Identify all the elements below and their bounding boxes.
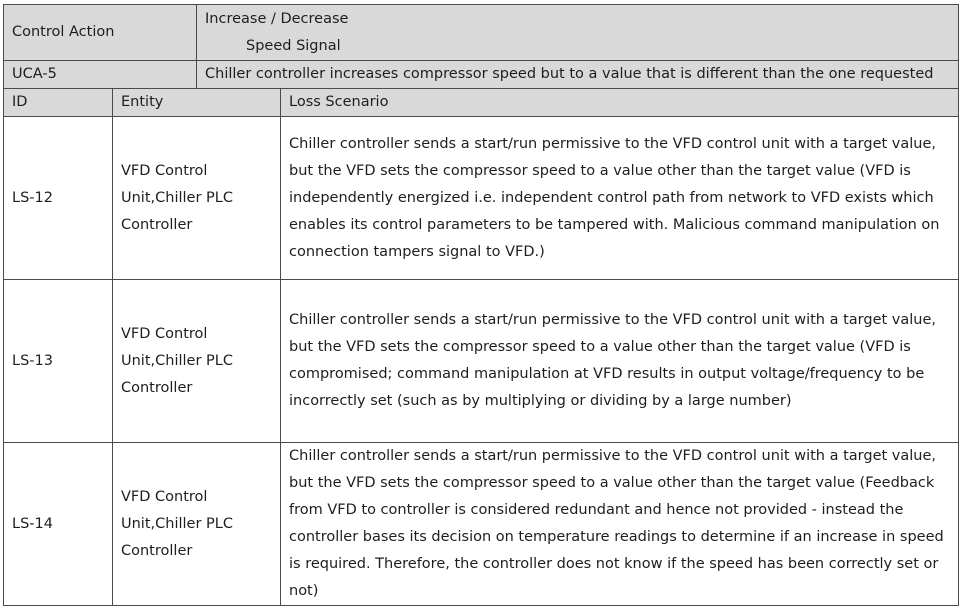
entity-line: Controller (121, 379, 193, 396)
table-row (4, 117, 959, 280)
row-entity (113, 117, 281, 280)
scenario-line: compromised; command manipulation at VFD results in output voltage/frequency to be (289, 366, 925, 382)
entity-line: Unit,Chiller PLC (121, 352, 233, 369)
scenario-line: controller bases its decision on temperature readings to determine if an increase in speed (289, 529, 944, 545)
scenario-line: but the VFD sets the compressor speed to a value other than the target value (Feedback (289, 475, 935, 491)
scenario-line: is required. Therefore, the controller does not know if the speed has been correctly set or (289, 556, 939, 572)
column-header-row (4, 89, 959, 117)
control-action-value-line1: Increase / Decrease (205, 10, 349, 27)
control-action-value (197, 5, 959, 61)
uca-id: UCA-5 (4, 61, 197, 89)
row-id: LS-13 (4, 280, 113, 443)
entity-line: VFD Control (121, 162, 208, 179)
entity-line: Controller (121, 542, 193, 559)
row-loss-scenario (281, 443, 959, 606)
row-loss-scenario (281, 117, 959, 280)
control-action-label: Control Action (4, 5, 197, 61)
scenario-line: but the VFD sets the compressor speed to a value other than the target value (VFD is (289, 162, 911, 179)
scenario-line: Chiller controller sends a start/run permissive to the VFD control unit with a target value, (289, 135, 936, 152)
scenario-line: but the VFD sets the compressor speed to a value other than the target value (VFD is (289, 339, 911, 355)
scenario-line: independently energized i.e. independent control path from network to VFD exists which (289, 189, 934, 206)
entity-line: VFD Control (121, 488, 208, 505)
scenario-line: not) (289, 583, 319, 599)
control-action-value-line2: Speed Signal (246, 37, 341, 54)
scenario-line: Chiller controller sends a start/run permissive to the VFD control unit with a target value, (289, 448, 936, 464)
column-header-id: ID (4, 89, 113, 117)
row-id: LS-14 (4, 443, 113, 606)
row-id: LS-12 (4, 117, 113, 280)
entity-line: VFD Control (121, 325, 208, 342)
entity-line: Unit,Chiller PLC (121, 515, 233, 532)
table-row (4, 443, 959, 606)
table-row (4, 280, 959, 443)
uca-text: Chiller controller increases compressor speed but to a value that is different than the one requested (197, 61, 959, 89)
entity-line: Unit,Chiller PLC (121, 189, 233, 206)
column-header-entity: Entity (113, 89, 281, 117)
row-entity (113, 280, 281, 443)
uca-row (4, 61, 959, 89)
scenario-line: from VFD to controller is considered redundant and hence not provided - instead the (289, 502, 904, 518)
loss-scenario-table (3, 4, 959, 606)
scenario-line: incorrectly set (such as by multiplying or dividing by a large number) (289, 393, 792, 409)
column-header-loss-scenario: Loss Scenario (281, 89, 959, 117)
control-action-row (4, 5, 959, 61)
scenario-line: enables its control parameters to be tampered with. Malicious command manipulation on (289, 216, 940, 233)
entity-line: Controller (121, 216, 193, 233)
row-entity (113, 443, 281, 606)
scenario-line: connection tampers signal to VFD.) (289, 243, 545, 260)
scenario-line: Chiller controller sends a start/run permissive to the VFD control unit with a target value, (289, 312, 936, 328)
row-loss-scenario (281, 280, 959, 443)
